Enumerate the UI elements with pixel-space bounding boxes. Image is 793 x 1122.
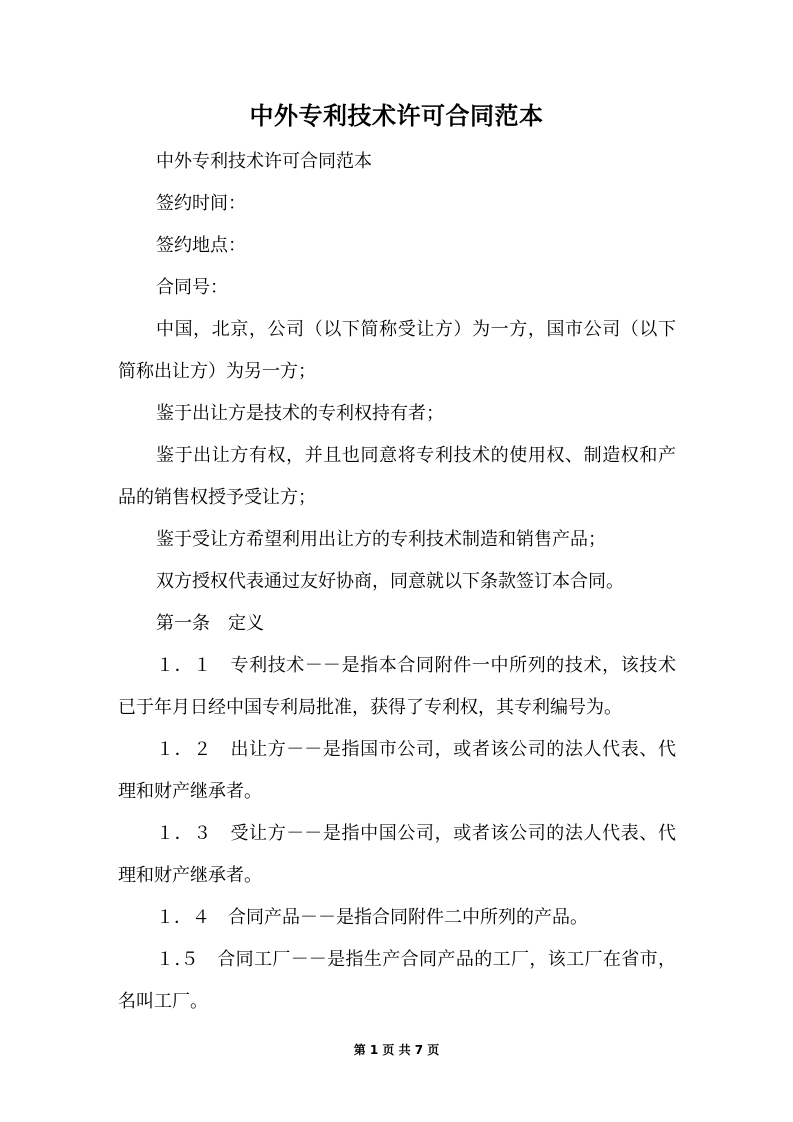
article-1-heading: 第一条 定义 xyxy=(156,613,264,634)
clause-1-4: １．４ 合同产品－－是指合同附件二中所列的产品。 xyxy=(156,907,588,928)
paragraph-whereas-2: 鉴于出让方有权，并且也同意将专利技术的使用权、制造权和产品的销售权授予受让方； xyxy=(118,445,676,508)
clause-1-5: １.５ 合同工厂－－是指生产合同产品的工厂，该工厂在省市，名叫工厂。 xyxy=(118,949,676,1012)
paragraph-whereas-3: 鉴于受让方希望利用出让方的专利技术制造和销售产品； xyxy=(156,529,606,550)
clause-1-3: １．３ 受让方－－是指中国公司，或者该公司的法人代表、代理和财产继承者。 xyxy=(118,823,676,886)
paragraph-parties: 中国，北京，公司（以下简称受让方）为一方，国市公司（以下简称出让方）为另一方； xyxy=(118,319,676,382)
paragraph-sign-place: 签约地点： xyxy=(156,235,246,256)
paragraph-agreement: 双方授权代表通过友好协商，同意就以下条款签订本合同。 xyxy=(156,571,624,592)
paragraph-whereas-1: 鉴于出让方是技术的专利权持有者； xyxy=(156,403,444,424)
document-title: 中外专利技术许可合同范本 xyxy=(249,101,544,130)
clause-1-1: １．１ 专利技术－－是指本合同附件一中所列的技术，该技术已于年月日经中国专利局批准，获得了专利权，其专利编号为。 xyxy=(118,655,676,718)
paragraph-contract-number: 合同号： xyxy=(156,277,228,298)
paragraph-sign-time: 签约时间： xyxy=(156,193,246,214)
clause-1-2: １．２ 出让方－－是指国市公司，或者该公司的法人代表、代理和财产继承者。 xyxy=(118,739,676,802)
paragraph-subtitle: 中外专利技术许可合同范本 xyxy=(156,151,372,172)
document-body xyxy=(118,141,676,1023)
page-number-footer: 第 1 页 共 7 页 xyxy=(353,1043,440,1057)
